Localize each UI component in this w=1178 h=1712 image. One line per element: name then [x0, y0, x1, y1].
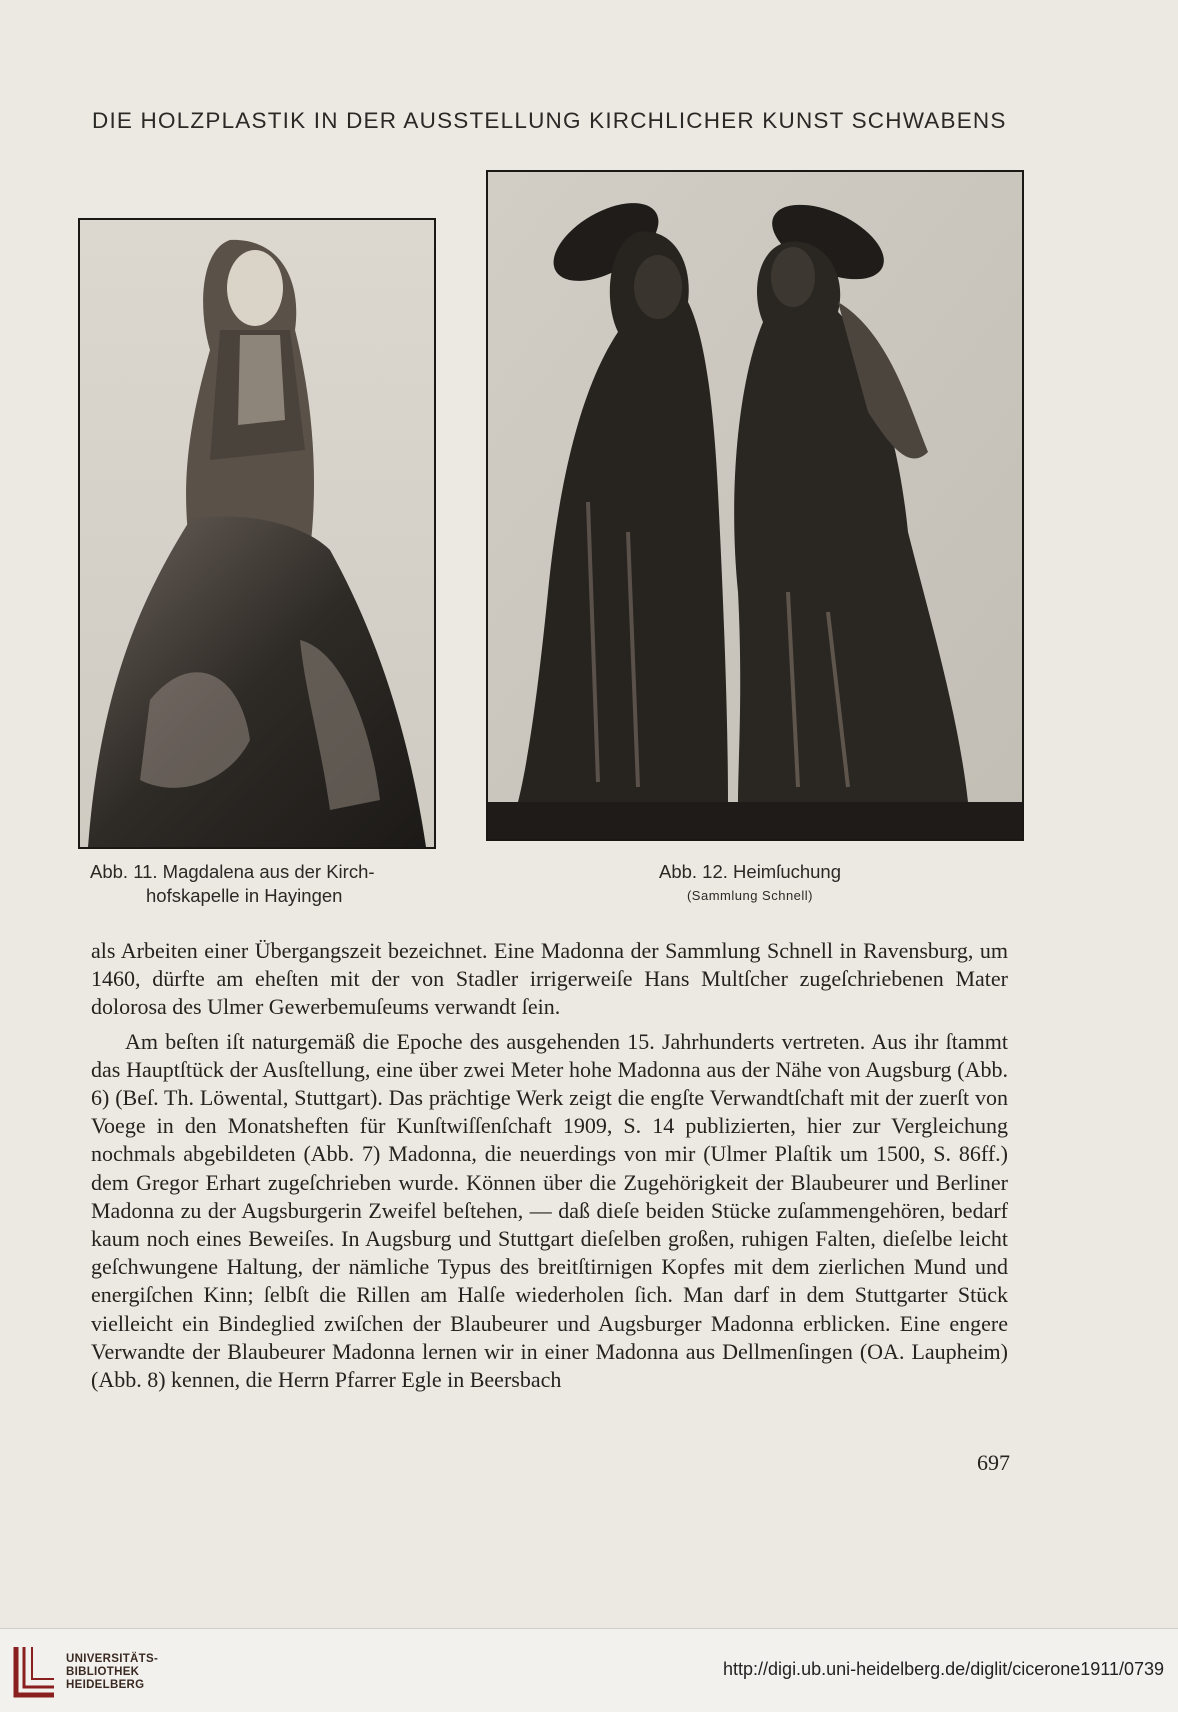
- body-text: [91, 937, 1008, 1394]
- page-number: 697: [977, 1450, 1010, 1475]
- source-url-link[interactable]: http://digi.ub.uni-heidelberg.de/diglit/cicerone1911/0739: [723, 1659, 1164, 1679]
- paragraph-1: als Arbeiten einer Übergangszeit bezeichnet. Eine Madonna der Sammlung Schnell in Ravensburg, um 1460, dürfte am eheſten mit der von Stadler irrigerweiſe Hans Multſcher zugeſchriebenen Mater dolorosa des Ulmer Gewerbemuſeums verwandt ſein.: [91, 938, 1008, 1020]
- library-footer: [0, 1628, 1178, 1712]
- running-header: DIE HOLZPLASTIK IN DER AUSSTELLUNG KIRCHLICHER KUNST SCHWABENS: [92, 108, 1007, 133]
- library-name: UNIVERSITÄTS- BIBLIOTHEK HEIDELBERG: [66, 1653, 159, 1691]
- figure-11-photo: [78, 218, 436, 849]
- figure-12-caption-line1: Abb. 12. Heimſuchung: [658, 861, 842, 882]
- figure-11-caption: [90, 860, 450, 908]
- figure-12-caption-line2: (Sammlung Schnell): [686, 888, 814, 903]
- paragraph-2: Am beſten iſt naturgemäß die Epoche des ausgehenden 15. Jahrhunderts vertreten. Aus ihr ſtammt das Hauptſtück der Ausſtellung, eine über zwei Meter hohe Madonna aus der Nähe von Augsburg (Abb. 6) (Beſ. Th. Löwental, Stuttgart). Das prächtige Werk zeigt die engſte Verwandtſchaft mit der zuerſt von Voege in den Monatsheften für Kunſtwiſſenſchaft 1909, S. 14 publizierten, hier zur Vergleichung nochmals abgebildeten (Abb. 7) Madonna, die neuerdings von mir (Ulmer Plaſtik um 1500, S. 86ff.) dem Gregor Erhart zugeſchrieben wurde. Können über die Zugehörigkeit der Blaubeurer und Berliner Madonna zu der Augsburgerin Zweifel beſtehen, — daß dieſe beiden Stücke zuſammengehören, bedarf kaum noch eines Beweiſes. In Augsburg und Stuttgart dieſelben großen, ruhigen Falten, dieſelbe leicht geſchwungene Haltung, der nämliche Typus des breitſtirnigen Kopfes mit dem zierlichen Mund und energiſchen Kinn; ſelbſt die Rillen am Halſe wiederholen ſich. Man darf in dem Stuttgarter Stück vielleicht ein Bindeglied zwiſchen der Blaubeurer und Augsburger Madonna erblicken. Eine engere Verwandte der Blaubeurer Madonna lernen wir in einer Madonna aus Dellmenſingen (OA. Laupheim) (Abb. 8) kennen, die Herrn Pfarrer Egle in Beersbach: [91, 1028, 1008, 1393]
- university-library-logo-icon: [12, 1643, 58, 1704]
- figure-12-caption: [560, 860, 940, 908]
- figure-11-caption-line1: Abb. 11. Magdalena aus der Kirch-: [90, 861, 375, 882]
- figure-11-caption-line2: hofskapelle in Hayingen: [146, 885, 343, 906]
- figure-12-photo: [486, 170, 1024, 841]
